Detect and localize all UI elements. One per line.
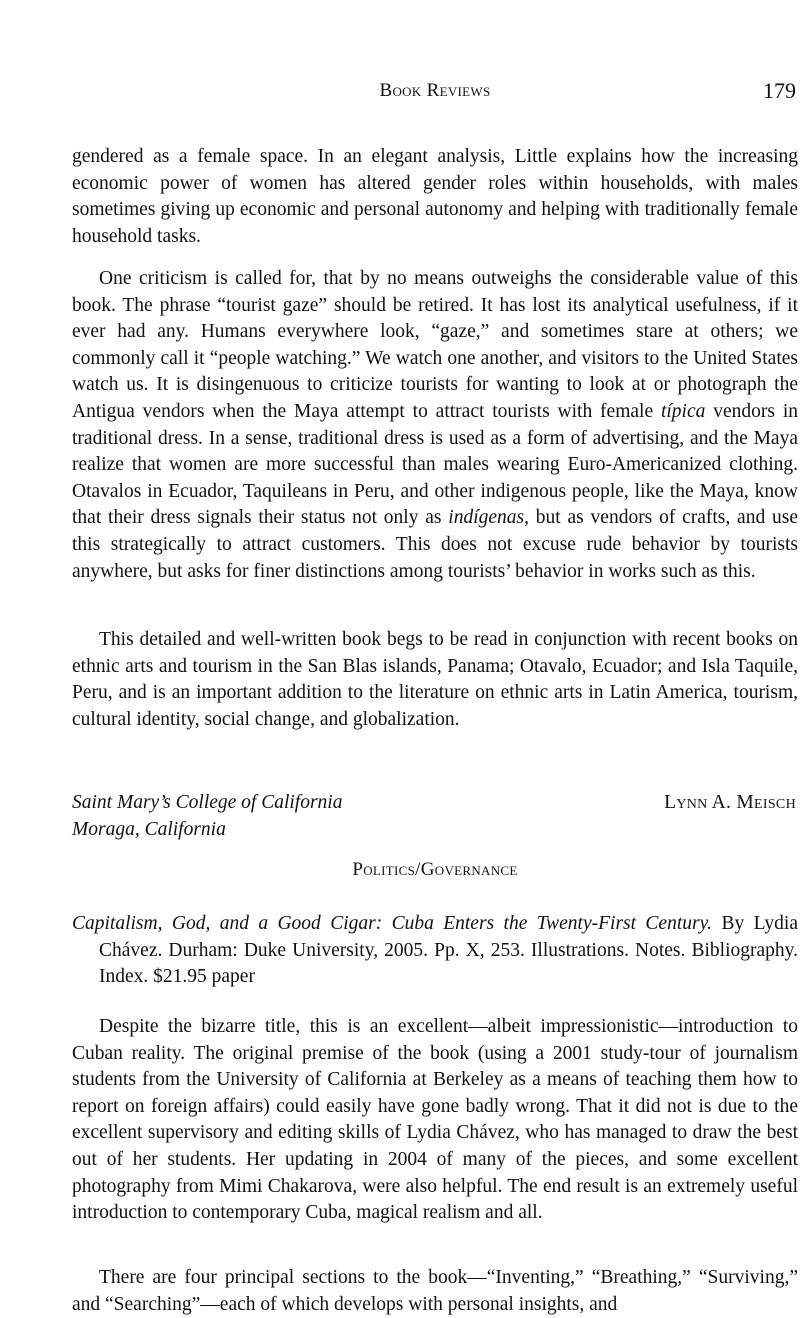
review-paragraph-intro (72, 1014, 798, 1227)
reviewer-signature (72, 790, 798, 843)
paragraph-text: There are four principal sections to the book—“Inventing,” “Breathing,” “Surviving,” and “Searching”—each of which develops with personal insights, and (72, 1267, 798, 1315)
section-heading: Politics/Governance (352, 859, 518, 880)
review-paragraph-conclusion (72, 627, 798, 733)
running-head (72, 80, 798, 110)
book-title: Capitalism, God, and a Good Cigar: Cuba Enters the Twenty-First Century. (72, 913, 713, 934)
paragraph-text: Despite the bizarre title, this is an excellent—albeit impressionistic—introduction to Cuban reality. The original premise of the book (using a 2001 study-tour of journalism students from the University of California at Berkeley as a means of teaching them how to report on foreign affairs) could easily have gone badly wrong. That it did not is due to the excellent supervisory and editing skills of Lydia Chávez, who has managed to draw the best out of her students. Her updating in 2004 of many of the pieces, and some excellent photography from Mimi Chakarova, were also helpful. The end result is an extremely useful introduction to contemporary Cuba, magical realism and all. (72, 1016, 798, 1224)
book-details: By Lydia Chávez. Durham: Duke University, 2005. Pp. X, 253. Illustrations. Notes. Bibliography. Index. $21.95 paper (99, 913, 799, 988)
reviewer-name: Lynn A. Meisch (664, 792, 796, 813)
italic-term: típica (660, 400, 706, 422)
review-paragraph-continued (72, 144, 798, 250)
affiliation-institution: Saint Mary’s College of California (72, 792, 343, 813)
paragraph-text: This detailed and well-written book begs to be read in conjunction with recent books on ethnic arts and tourism in the San Blas islands, Panama; Otavalo, Ecuador; and Isla Taquile, Peru, and is an important addition to the literature on ethnic arts in Latin America, tourism, cultural identity, social change, and globalization. (72, 629, 798, 730)
paragraph-text: One criticism is called for, that by no means outweighs the considerable value of this book. The phrase “tourist gaze” should be retired. It has lost its analytical usefulness, if it ever had any. Humans everywhere look, “gaze,” and sometimes stare at others; we commonly call it “people watching.” We watch one another, and visitors to the United States watch us. It is disingenuous to criticize tourists for wanting to look at or photograph the Antigua vendors when the Maya attempt to attract tourists with female (72, 268, 798, 422)
review-paragraph-sections (72, 1265, 798, 1318)
review-paragraph-criticism (72, 266, 798, 585)
italic-term: indígenas (448, 507, 525, 529)
paragraph-text: , but as vendors of crafts, and use this strategically to attract customers. This does not excuse rude behavior by tourists anywhere, but asks for finer distinctions among tourists’ behavior in works such as this. (72, 507, 798, 582)
page-number: 179 (763, 78, 796, 103)
book-citation (72, 911, 798, 991)
affiliation-location: Moraga, California (72, 818, 226, 840)
paragraph-text: vendors in traditional dress. In a sense, traditional dress is used as a form of advertising, and the Maya realize that women are more successful than males wearing Euro-Americanized clothing. Otavalos in Ecuador, Taquileans in Peru, and other indigenous people, like the Maya, know that their dress signals their status not only as (72, 400, 799, 529)
running-title: Book Reviews (379, 80, 491, 101)
paragraph-text: gendered as a female space. In an elegant analysis, Little explains how the increasing economic power of women has altered gender roles within households, with males sometimes giving up economic and personal autonomy and helping with traditionally female household tasks. (72, 146, 798, 247)
